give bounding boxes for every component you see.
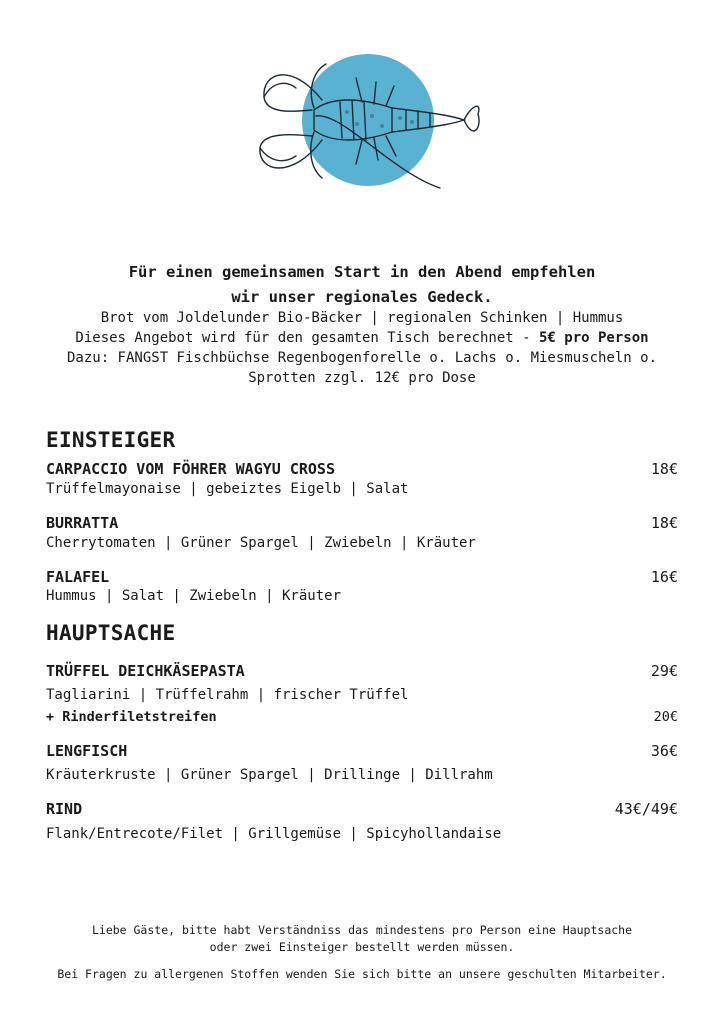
menu-item-description: Hummus | Salat | Zwiebeln | Kräuter [46,588,342,604]
menu-item-price: 29€ [650,662,678,680]
intro-headline-2: wir unser regionales Gedeck. [231,288,493,306]
menu-item-price: 16€ [650,568,678,586]
menu-item-price: 18€ [650,514,678,532]
menu-item-name: CARPACCIO VOM FÖHRER WAGYU CROSS [46,460,335,478]
footer-note-2: oder zwei Einsteiger bestellt werden müssen. [209,940,515,954]
intro-headline-1: Für einen gemeinsamen Start in den Abend empfehlen [128,263,596,281]
intro-line-3: Dazu: FANGST Fischbüchse Regenbogenforelle o. Lachs o. Miesmuscheln o. [66,350,657,366]
lobster-icon [252,52,482,192]
menu-item-name: LENGFISCH [46,742,128,760]
section-title-einsteiger: EINSTEIGER [46,428,176,452]
menu-item-addon: + Rinderfiletstreifen [46,709,217,725]
footer-allergen-note: Bei Fragen zu allergenen Stoffen wenden Sie sich bitte an unsere geschulten Mitarbeiter. [57,967,667,981]
menu-item-name: FALAFEL [46,568,110,586]
section-title-hauptsache: HAUPTSACHE [46,621,176,645]
menu-item-price: 18€ [650,460,678,478]
menu-item-description: Flank/Entrecote/Filet | Grillgemüse | Spicyhollandaise [46,826,502,842]
menu-item-description: Kräuterkruste | Grüner Spargel | Drillinge | Dillrahm [46,767,493,783]
intro-line-2-text: Dieses Angebot wird für den gesamten Tisch berechnet - [75,330,539,346]
menu-item-name: BURRATTA [46,514,119,532]
intro-line-4: Sprotten zzgl. 12€ pro Dose [248,370,476,386]
menu-item-description: Cherrytomaten | Grüner Spargel | Zwiebeln | Kräuter [46,535,476,551]
menu-item-price: 43€/49€ [614,800,678,818]
menu-item-name: RIND [46,800,83,818]
menu-item-description: Tagliarini | Trüffelrahm | frischer Trüffel [46,687,409,703]
intro-line-2 [20,330,704,346]
menu-item-name: TRÜFFEL DEICHKÄSEPASTA [46,662,245,680]
intro-line-1: Brot vom Joldelunder Bio-Bäcker | regionalen Schinken | Hummus [100,310,624,326]
intro-price-per-person: 5€ pro Person [539,330,649,346]
menu-item-price: 36€ [650,742,678,760]
menu-item-addon-price: 20€ [653,709,678,725]
footer-note-1: Liebe Gäste, bitte habt Verständniss das mindestens pro Person eine Hauptsache [91,923,633,937]
menu-item-description: Trüffelmayonaise | gebeiztes Eigelb | Salat [46,481,409,497]
